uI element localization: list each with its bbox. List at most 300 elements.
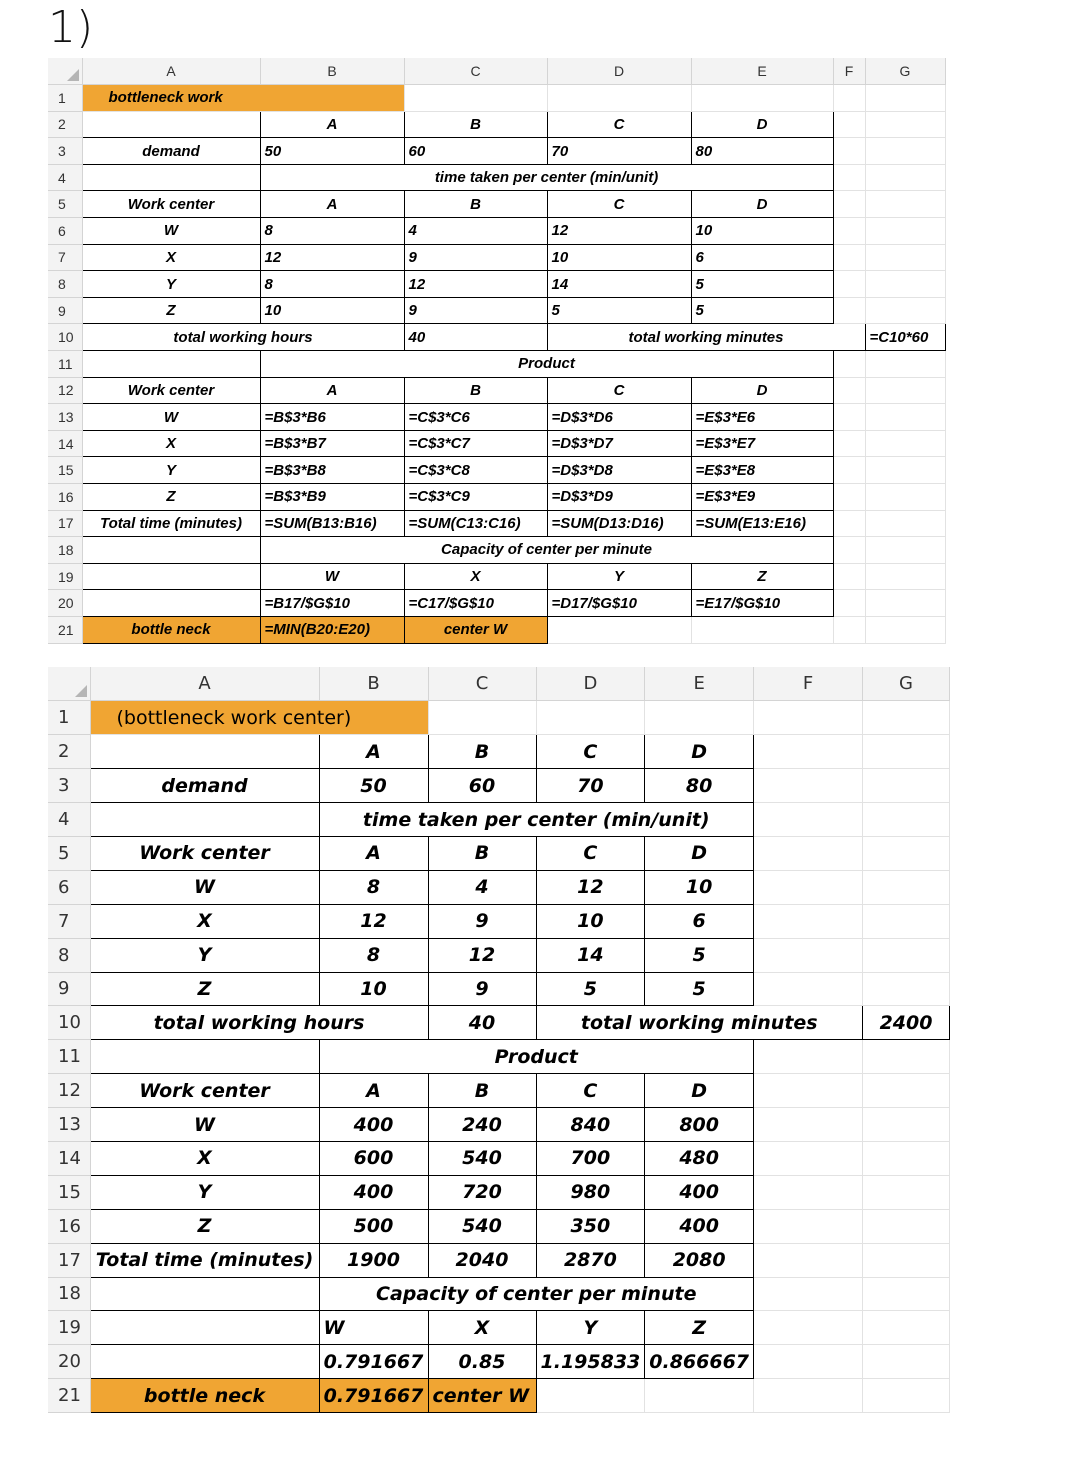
cell[interactable] (82, 590, 260, 617)
cell[interactable]: total working minutes (536, 1006, 863, 1040)
title-cell[interactable]: bottleneck work (82, 85, 404, 112)
cell[interactable]: C (536, 1074, 645, 1108)
cell[interactable]: W (319, 1311, 428, 1345)
cell[interactable] (82, 537, 260, 564)
row-header[interactable]: 9 (48, 297, 82, 324)
cell[interactable] (863, 1108, 950, 1142)
row-header[interactable]: 6 (48, 218, 82, 245)
cell[interactable]: 50 (319, 769, 428, 803)
cell[interactable]: C (536, 735, 645, 769)
cell[interactable]: =C$3*C9 (404, 484, 547, 511)
cell[interactable]: =SUM(D13:D16) (547, 510, 691, 537)
cell[interactable] (754, 1175, 863, 1209)
row-header[interactable]: 7 (48, 904, 90, 938)
cell[interactable] (754, 1141, 863, 1175)
column-header-a[interactable]: A (82, 58, 260, 85)
cell[interactable]: Z (691, 563, 833, 590)
cell[interactable]: C (547, 377, 691, 404)
cell[interactable]: 4 (428, 870, 536, 904)
cell[interactable] (865, 111, 945, 138)
cell[interactable] (833, 191, 865, 218)
row-header[interactable]: 20 (48, 1345, 90, 1379)
row-header[interactable]: 12 (48, 377, 82, 404)
cell[interactable]: 5 (645, 972, 754, 1006)
cell[interactable]: Capacity of center per minute (260, 537, 833, 564)
cell[interactable] (863, 972, 950, 1006)
cell[interactable]: 0.866667 (645, 1345, 754, 1379)
cell[interactable]: Z (82, 484, 260, 511)
column-header-b[interactable]: B (319, 667, 428, 701)
cell[interactable] (833, 377, 865, 404)
cell[interactable] (865, 537, 945, 564)
row-header[interactable]: 15 (48, 457, 82, 484)
cell[interactable]: 6 (645, 904, 754, 938)
cell[interactable] (754, 1379, 863, 1413)
cell[interactable]: 8 (260, 271, 404, 298)
row-header[interactable]: 2 (48, 111, 82, 138)
cell[interactable]: B (404, 191, 547, 218)
cell[interactable]: 10 (645, 870, 754, 904)
cell[interactable]: D (645, 1074, 754, 1108)
row-header[interactable]: 14 (48, 1141, 90, 1175)
cell[interactable]: X (82, 430, 260, 457)
cell[interactable] (90, 735, 319, 769)
cell[interactable] (865, 244, 945, 271)
select-all-corner[interactable] (48, 58, 82, 85)
cell[interactable]: 14 (536, 938, 645, 972)
row-header[interactable]: 18 (48, 537, 82, 564)
cell[interactable] (90, 803, 319, 837)
cell[interactable] (754, 1277, 863, 1311)
cell[interactable]: =B$3*B9 (260, 484, 404, 511)
cell[interactable]: 40 (404, 324, 547, 351)
cell[interactable]: 10 (319, 972, 428, 1006)
cell[interactable]: 500 (319, 1209, 428, 1243)
cell[interactable] (754, 803, 863, 837)
cell[interactable] (833, 85, 865, 112)
cell[interactable] (833, 244, 865, 271)
cell[interactable]: =B$3*B7 (260, 430, 404, 457)
cell[interactable]: 10 (260, 297, 404, 324)
cell[interactable] (863, 701, 950, 735)
cell[interactable]: =C10*60 (865, 324, 945, 351)
row-header[interactable]: 18 (48, 1277, 90, 1311)
cell[interactable]: =B17/$G$10 (260, 590, 404, 617)
cell[interactable]: A (260, 377, 404, 404)
cell[interactable]: 2870 (536, 1243, 645, 1277)
cell[interactable]: 12 (428, 938, 536, 972)
column-header-b[interactable]: B (260, 58, 404, 85)
cell[interactable] (863, 1040, 950, 1074)
cell[interactable]: Product (260, 351, 833, 378)
cell[interactable]: =B$3*B6 (260, 404, 404, 431)
column-header-g[interactable]: G (863, 667, 950, 701)
cell[interactable]: X (404, 563, 547, 590)
cell[interactable]: 70 (547, 138, 691, 165)
cell[interactable]: A (260, 111, 404, 138)
cell[interactable]: =SUM(C13:C16) (404, 510, 547, 537)
row-header[interactable]: 5 (48, 191, 82, 218)
cell[interactable] (754, 836, 863, 870)
cell[interactable]: 9 (404, 244, 547, 271)
cell[interactable]: 5 (547, 297, 691, 324)
row-header[interactable]: 10 (48, 324, 82, 351)
row-header[interactable]: 5 (48, 836, 90, 870)
column-header-e[interactable]: E (645, 667, 754, 701)
select-all-corner[interactable] (48, 667, 90, 701)
cell[interactable]: =C17/$G$10 (404, 590, 547, 617)
cell[interactable] (754, 1108, 863, 1142)
cell[interactable]: Y (82, 457, 260, 484)
cell[interactable]: Y (536, 1311, 645, 1345)
cell[interactable] (833, 457, 865, 484)
cell[interactable]: =D$3*D9 (547, 484, 691, 511)
title-cell[interactable]: (bottleneck work center) (90, 701, 428, 735)
cell[interactable]: 60 (404, 138, 547, 165)
cell[interactable]: 5 (691, 271, 833, 298)
cell[interactable] (863, 1243, 950, 1277)
cell[interactable]: 4 (404, 218, 547, 245)
cell[interactable] (865, 218, 945, 245)
cell[interactable]: D (691, 111, 833, 138)
cell[interactable]: =E17/$G$10 (691, 590, 833, 617)
cell[interactable]: 50 (260, 138, 404, 165)
cell[interactable]: time taken per center (min/unit) (260, 164, 833, 191)
cell[interactable]: 400 (645, 1175, 754, 1209)
cell[interactable] (833, 218, 865, 245)
cell[interactable]: Y (547, 563, 691, 590)
cell[interactable]: Y (90, 938, 319, 972)
cell[interactable] (833, 563, 865, 590)
cell[interactable]: A (260, 191, 404, 218)
cell[interactable] (833, 164, 865, 191)
cell[interactable]: Y (90, 1175, 319, 1209)
cell[interactable]: demand (90, 769, 319, 803)
cell[interactable]: 540 (428, 1141, 536, 1175)
cell[interactable]: B (428, 1074, 536, 1108)
row-header[interactable]: 3 (48, 769, 90, 803)
cell[interactable]: total working minutes (547, 324, 865, 351)
cell[interactable] (547, 616, 691, 643)
cell[interactable] (863, 836, 950, 870)
cell[interactable]: 840 (536, 1108, 645, 1142)
cell[interactable]: =E$3*E7 (691, 430, 833, 457)
cell[interactable]: 0.791667 (319, 1345, 428, 1379)
cell[interactable]: time taken per center (min/unit) (319, 803, 754, 837)
row-header[interactable]: 15 (48, 1175, 90, 1209)
cell[interactable] (863, 938, 950, 972)
cell[interactable]: A (319, 1074, 428, 1108)
cell[interactable]: Y (82, 271, 260, 298)
cell[interactable] (90, 1345, 319, 1379)
row-header[interactable]: 6 (48, 870, 90, 904)
cell[interactable]: X (90, 904, 319, 938)
cell[interactable]: W (90, 870, 319, 904)
cell[interactable] (754, 870, 863, 904)
cell[interactable] (833, 351, 865, 378)
cell[interactable]: =D17/$G$10 (547, 590, 691, 617)
cell[interactable]: =E$3*E9 (691, 484, 833, 511)
cell[interactable]: 6 (691, 244, 833, 271)
cell[interactable]: D (645, 836, 754, 870)
row-header[interactable]: 4 (48, 803, 90, 837)
cell[interactable] (863, 1345, 950, 1379)
cell[interactable]: 2400 (863, 1006, 950, 1040)
cell[interactable] (833, 590, 865, 617)
cell[interactable]: Product (319, 1040, 754, 1074)
cell[interactable]: W (82, 218, 260, 245)
bottleneck-value-cell[interactable]: 0.791667 (319, 1379, 428, 1413)
row-header[interactable]: 10 (48, 1006, 90, 1040)
cell[interactable]: Capacity of center per minute (319, 1277, 754, 1311)
cell[interactable] (90, 1040, 319, 1074)
cell[interactable]: Z (90, 972, 319, 1006)
bottleneck-label-cell[interactable]: bottle neck (82, 616, 260, 643)
cell[interactable]: A (319, 735, 428, 769)
column-header-a[interactable]: A (90, 667, 319, 701)
bottleneck-label-cell[interactable]: bottle neck (90, 1379, 319, 1413)
cell[interactable]: =B$3*B8 (260, 457, 404, 484)
cell[interactable] (863, 1141, 950, 1175)
cell[interactable]: B (428, 735, 536, 769)
cell[interactable] (865, 430, 945, 457)
cell[interactable]: 1900 (319, 1243, 428, 1277)
cell[interactable] (865, 457, 945, 484)
cell[interactable]: 2040 (428, 1243, 536, 1277)
cell[interactable] (863, 1379, 950, 1413)
row-header[interactable]: 19 (48, 1311, 90, 1345)
cell[interactable]: 10 (547, 244, 691, 271)
cell[interactable] (865, 616, 945, 643)
cell[interactable] (754, 972, 863, 1006)
row-header[interactable]: 3 (48, 138, 82, 165)
cell[interactable]: Z (90, 1209, 319, 1243)
cell[interactable] (833, 510, 865, 537)
cell[interactable] (82, 351, 260, 378)
cell[interactable] (536, 701, 645, 735)
cell[interactable]: W (260, 563, 404, 590)
cell[interactable]: 10 (691, 218, 833, 245)
cell[interactable]: 9 (428, 972, 536, 1006)
cell[interactable]: 12 (319, 904, 428, 938)
row-header[interactable]: 4 (48, 164, 82, 191)
cell[interactable]: 350 (536, 1209, 645, 1243)
cell[interactable] (863, 1311, 950, 1345)
cell[interactable]: D (645, 735, 754, 769)
row-header[interactable]: 7 (48, 244, 82, 271)
cell[interactable]: 5 (691, 297, 833, 324)
cell[interactable]: 800 (645, 1108, 754, 1142)
cell[interactable] (833, 138, 865, 165)
cell[interactable] (863, 803, 950, 837)
cell[interactable]: 9 (404, 297, 547, 324)
cell[interactable]: 70 (536, 769, 645, 803)
cell[interactable]: =C$3*C6 (404, 404, 547, 431)
cell[interactable] (754, 769, 863, 803)
cell[interactable] (865, 85, 945, 112)
row-header[interactable]: 2 (48, 735, 90, 769)
cell[interactable] (754, 701, 863, 735)
row-header[interactable]: 14 (48, 430, 82, 457)
cell[interactable]: 720 (428, 1175, 536, 1209)
cell[interactable]: Total time (minutes) (82, 510, 260, 537)
cell[interactable] (865, 590, 945, 617)
row-header[interactable]: 11 (48, 351, 82, 378)
cell[interactable] (865, 404, 945, 431)
cell[interactable]: =SUM(B13:B16) (260, 510, 404, 537)
cell[interactable] (833, 430, 865, 457)
cell[interactable]: Work center (90, 836, 319, 870)
cell[interactable]: 12 (404, 271, 547, 298)
column-header-d[interactable]: D (536, 667, 645, 701)
cell[interactable]: 1.195833 (536, 1345, 645, 1379)
cell[interactable] (691, 85, 833, 112)
cell[interactable] (754, 938, 863, 972)
row-header[interactable]: 11 (48, 1040, 90, 1074)
cell[interactable] (863, 769, 950, 803)
row-header[interactable]: 12 (48, 1074, 90, 1108)
cell[interactable]: D (691, 191, 833, 218)
cell[interactable]: 80 (645, 769, 754, 803)
cell[interactable]: B (404, 377, 547, 404)
cell[interactable]: 8 (260, 218, 404, 245)
cell[interactable] (754, 1345, 863, 1379)
cell[interactable] (645, 1379, 754, 1413)
cell[interactable] (82, 563, 260, 590)
cell[interactable] (754, 1074, 863, 1108)
bottleneck-center-cell[interactable]: center W (404, 616, 547, 643)
cell[interactable]: 10 (536, 904, 645, 938)
cell[interactable]: 5 (645, 938, 754, 972)
cell[interactable]: C (536, 836, 645, 870)
cell[interactable] (536, 1379, 645, 1413)
row-header[interactable]: 1 (48, 701, 90, 735)
cell[interactable] (833, 297, 865, 324)
cell[interactable] (865, 191, 945, 218)
row-header[interactable]: 13 (48, 404, 82, 431)
cell[interactable]: 40 (428, 1006, 536, 1040)
cell[interactable]: 80 (691, 138, 833, 165)
cell[interactable] (863, 870, 950, 904)
cell[interactable] (754, 735, 863, 769)
cell[interactable] (863, 1209, 950, 1243)
cell[interactable]: Work center (82, 377, 260, 404)
cell[interactable]: demand (82, 138, 260, 165)
row-header[interactable]: 17 (48, 1243, 90, 1277)
row-header[interactable]: 8 (48, 938, 90, 972)
column-header-c[interactable]: C (428, 667, 536, 701)
column-header-f[interactable]: F (833, 58, 865, 85)
cell[interactable] (833, 616, 865, 643)
cell[interactable] (865, 138, 945, 165)
cell[interactable] (547, 85, 691, 112)
cell[interactable]: D (691, 377, 833, 404)
cell[interactable]: W (82, 404, 260, 431)
cell[interactable] (82, 164, 260, 191)
row-header[interactable]: 16 (48, 1209, 90, 1243)
cell[interactable] (833, 111, 865, 138)
cell[interactable]: 600 (319, 1141, 428, 1175)
cell[interactable]: C (547, 111, 691, 138)
row-header[interactable]: 19 (48, 563, 82, 590)
cell[interactable]: B (428, 836, 536, 870)
cell[interactable]: total working hours (90, 1006, 428, 1040)
cell[interactable] (833, 537, 865, 564)
cell[interactable] (865, 563, 945, 590)
cell[interactable]: 8 (319, 870, 428, 904)
cell[interactable]: X (90, 1141, 319, 1175)
cell[interactable] (863, 904, 950, 938)
cell[interactable]: =D$3*D7 (547, 430, 691, 457)
cell[interactable]: 400 (319, 1175, 428, 1209)
cell[interactable]: 12 (260, 244, 404, 271)
cell[interactable] (865, 351, 945, 378)
cell[interactable]: 980 (536, 1175, 645, 1209)
cell[interactable]: 8 (319, 938, 428, 972)
column-header-c[interactable]: C (404, 58, 547, 85)
row-header[interactable]: 13 (48, 1108, 90, 1142)
bottleneck-formula-cell[interactable]: =MIN(B20:E20) (260, 616, 404, 643)
cell[interactable] (865, 484, 945, 511)
row-header[interactable]: 16 (48, 484, 82, 511)
cell[interactable]: Work center (82, 191, 260, 218)
cell[interactable]: C (547, 191, 691, 218)
cell[interactable]: 2080 (645, 1243, 754, 1277)
cell[interactable] (428, 701, 536, 735)
cell[interactable]: 400 (319, 1108, 428, 1142)
cell[interactable] (833, 484, 865, 511)
cell[interactable]: =C$3*C7 (404, 430, 547, 457)
cell[interactable]: =SUM(E13:E16) (691, 510, 833, 537)
cell[interactable]: B (404, 111, 547, 138)
column-header-f[interactable]: F (754, 667, 863, 701)
cell[interactable]: 0.85 (428, 1345, 536, 1379)
cell[interactable] (90, 1277, 319, 1311)
cell[interactable] (863, 1074, 950, 1108)
cell[interactable]: X (82, 244, 260, 271)
cell[interactable]: X (428, 1311, 536, 1345)
cell[interactable]: 700 (536, 1141, 645, 1175)
cell[interactable]: Z (645, 1311, 754, 1345)
cell[interactable]: =E$3*E8 (691, 457, 833, 484)
cell[interactable]: 400 (645, 1209, 754, 1243)
cell[interactable]: 5 (536, 972, 645, 1006)
cell[interactable]: 60 (428, 769, 536, 803)
row-header[interactable]: 17 (48, 510, 82, 537)
cell[interactable]: total working hours (82, 324, 404, 351)
row-header[interactable]: 21 (48, 616, 82, 643)
cell[interactable] (754, 904, 863, 938)
cell[interactable]: 9 (428, 904, 536, 938)
cell[interactable]: =E$3*E6 (691, 404, 833, 431)
column-header-e[interactable]: E (691, 58, 833, 85)
cell[interactable] (754, 1311, 863, 1345)
cell[interactable]: 12 (547, 218, 691, 245)
cell[interactable] (754, 1243, 863, 1277)
cell[interactable]: 14 (547, 271, 691, 298)
cell[interactable] (90, 1311, 319, 1345)
cell[interactable]: Z (82, 297, 260, 324)
cell[interactable]: W (90, 1108, 319, 1142)
row-header[interactable]: 8 (48, 271, 82, 298)
cell[interactable]: Work center (90, 1074, 319, 1108)
cell[interactable] (865, 377, 945, 404)
column-header-d[interactable]: D (547, 58, 691, 85)
cell[interactable]: =C$3*C8 (404, 457, 547, 484)
row-header[interactable]: 1 (48, 85, 82, 112)
cell[interactable]: =D$3*D6 (547, 404, 691, 431)
bottleneck-center-cell[interactable]: center W (428, 1379, 536, 1413)
